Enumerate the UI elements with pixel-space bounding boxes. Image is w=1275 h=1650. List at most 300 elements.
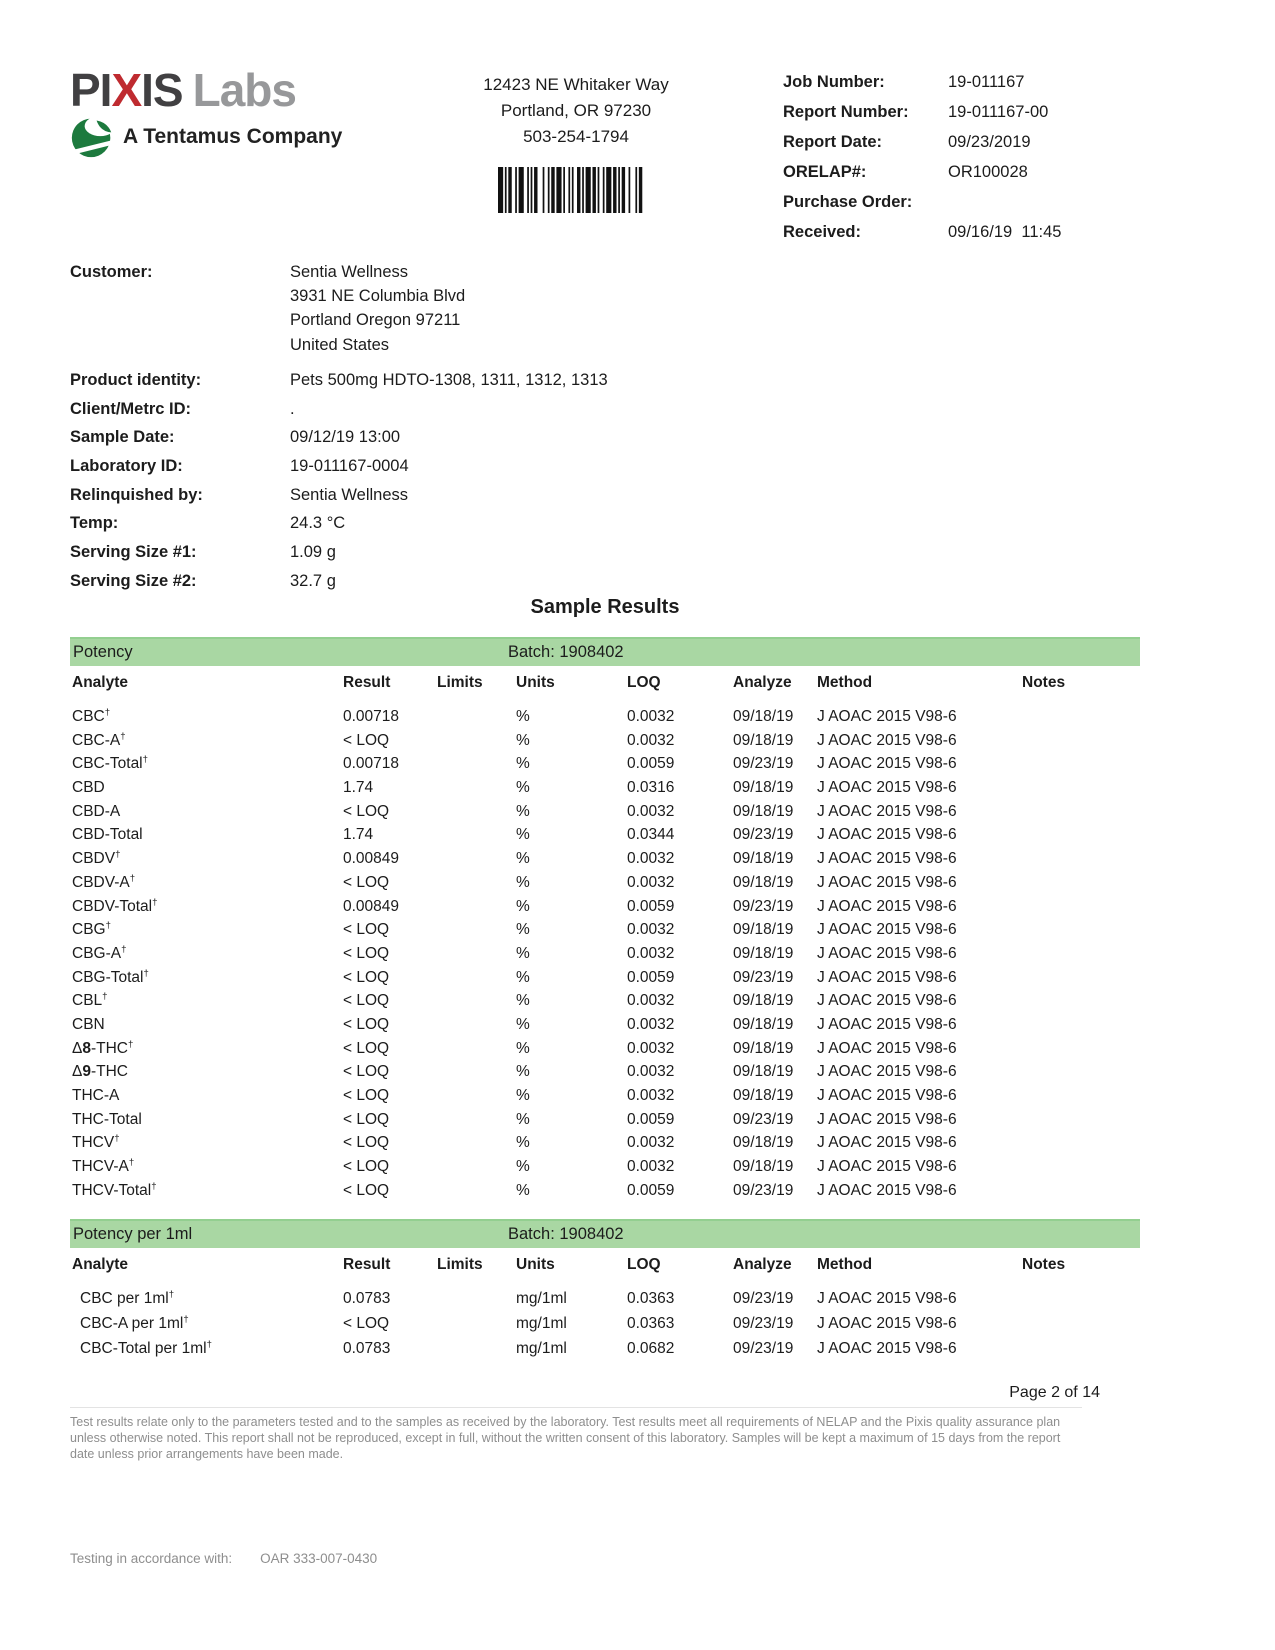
logo-text-pi: PI xyxy=(70,64,112,116)
cell-limits xyxy=(437,1060,516,1084)
cell-analyte: CBC-Total† xyxy=(72,754,148,773)
customer-info-row xyxy=(70,569,770,593)
customer-info-value-line: Pets 500mg HDTO-1308, 1311, 1312, 1313 xyxy=(290,370,608,389)
cell-analyze: 09/18/19 xyxy=(733,1039,794,1057)
accordance-label: Testing in accordance with: xyxy=(70,1551,233,1566)
cell-loq: 0.0032 xyxy=(627,1158,675,1176)
cell-analyte: THC-A xyxy=(72,1087,120,1104)
cell-limits xyxy=(437,1287,516,1312)
cell-units: % xyxy=(516,1158,530,1176)
cell-notes xyxy=(1022,823,1140,847)
cell-limits xyxy=(437,729,516,753)
cell-units: % xyxy=(516,1134,530,1152)
meta-value: 09/23/2019 xyxy=(948,133,1031,151)
cell-analyte: CBDV† xyxy=(72,848,121,868)
cell-method: J AOAC 2015 V98-6 xyxy=(817,1110,957,1128)
table-row xyxy=(70,1060,1140,1084)
meta-label: Job Number: xyxy=(783,73,885,91)
cell-result: < LOQ xyxy=(343,1039,390,1057)
cell-units: % xyxy=(516,1015,530,1033)
cell-loq: 0.0032 xyxy=(627,708,675,725)
table-row xyxy=(70,1108,1140,1132)
cell-loq: 0.0363 xyxy=(627,1290,675,1308)
cell-result: < LOQ xyxy=(343,802,390,820)
meta-value: 19-011167 xyxy=(948,73,1025,91)
cell-limits xyxy=(437,800,516,824)
customer-info-label: Serving Size #2: xyxy=(70,571,197,590)
table-row xyxy=(70,776,1140,800)
customer-info-value xyxy=(290,569,336,593)
section-batch: Batch: 1908402 xyxy=(508,1225,624,1244)
cell-method: J AOAC 2015 V98-6 xyxy=(817,873,957,891)
table-row xyxy=(70,1287,1140,1312)
meta-label: Report Number: xyxy=(783,103,909,121)
customer-info-value-line: Portland Oregon 97211 xyxy=(290,311,461,330)
logo-text-x: X xyxy=(111,64,142,116)
column-header: Notes xyxy=(1022,674,1066,691)
table-row xyxy=(70,1312,1140,1337)
cell-result: < LOQ xyxy=(343,1315,390,1333)
table-row xyxy=(70,752,1140,776)
column-header: Analyte xyxy=(72,1256,128,1274)
cell-notes xyxy=(1022,966,1140,990)
accordance-line xyxy=(70,1551,377,1566)
column-header: Units xyxy=(516,674,555,691)
cell-units: % xyxy=(516,873,530,891)
cell-units: % xyxy=(516,1087,530,1104)
cell-units: % xyxy=(516,731,530,749)
table-row xyxy=(70,1155,1140,1179)
section-batch: Batch: 1908402 xyxy=(508,643,624,661)
cell-notes xyxy=(1022,1084,1140,1108)
cell-analyze: 09/18/19 xyxy=(733,992,794,1010)
report-meta-row xyxy=(783,162,1203,182)
cell-limits xyxy=(437,1131,516,1155)
customer-info-value xyxy=(290,454,409,478)
cell-units: % xyxy=(516,1110,530,1128)
cell-analyze: 09/23/19 xyxy=(733,1340,794,1358)
cell-result: < LOQ xyxy=(343,968,390,986)
section-title: Potency xyxy=(73,643,133,661)
cell-method: J AOAC 2015 V98-6 xyxy=(817,968,957,986)
cell-units: % xyxy=(516,968,530,986)
section-banner xyxy=(70,1219,1140,1248)
report-meta-row xyxy=(783,222,1203,242)
cell-result: 0.00718 xyxy=(343,755,400,773)
customer-info-value-line: . xyxy=(290,399,295,418)
table-row xyxy=(70,895,1140,919)
cell-limits xyxy=(437,1155,516,1179)
customer-info-value-line: 24.3 °C xyxy=(290,514,346,533)
customer-info-value-line: Sentia Wellness xyxy=(290,263,409,281)
cell-method: J AOAC 2015 V98-6 xyxy=(817,1015,957,1033)
report-meta-row xyxy=(783,72,1203,92)
cell-notes xyxy=(1022,942,1140,966)
cell-analyte: CBC-A† xyxy=(72,730,126,749)
cell-limits xyxy=(437,705,516,729)
page-number: Page 2 of 14 xyxy=(1009,1384,1100,1401)
cell-method: J AOAC 2015 V98-6 xyxy=(817,755,957,773)
meta-label: ORELAP#: xyxy=(783,163,867,181)
cell-result: < LOQ xyxy=(343,944,390,962)
cell-method: J AOAC 2015 V98-6 xyxy=(817,850,957,868)
customer-info-label: Client/Metrc ID: xyxy=(70,399,192,418)
cell-limits xyxy=(437,1108,516,1132)
column-header: Notes xyxy=(1022,1256,1066,1274)
cell-analyte: CBC per 1ml† xyxy=(80,1289,175,1308)
cell-notes xyxy=(1022,1287,1140,1312)
cell-method: J AOAC 2015 V98-6 xyxy=(817,731,957,749)
table-body xyxy=(70,1287,1140,1361)
cell-limits xyxy=(437,847,516,871)
cell-loq: 0.0032 xyxy=(627,1063,675,1081)
cell-loq: 0.0032 xyxy=(627,944,675,962)
cell-loq: 0.0032 xyxy=(627,802,675,820)
cell-loq: 0.0032 xyxy=(627,1039,675,1057)
cell-method: J AOAC 2015 V98-6 xyxy=(817,1340,957,1358)
cell-analyze: 09/18/19 xyxy=(733,921,794,939)
cell-limits xyxy=(437,966,516,990)
cell-units: % xyxy=(516,921,530,939)
column-header: Method xyxy=(817,1256,873,1274)
column-header: Analyte xyxy=(72,674,128,691)
cell-result: < LOQ xyxy=(343,1110,390,1128)
cell-notes xyxy=(1022,1155,1140,1179)
cell-analyze: 09/18/19 xyxy=(733,1158,794,1176)
cell-method: J AOAC 2015 V98-6 xyxy=(817,1039,957,1057)
cell-limits xyxy=(437,989,516,1013)
cell-loq: 0.0316 xyxy=(627,779,675,797)
cell-limits xyxy=(437,1312,516,1337)
cell-result: 0.0783 xyxy=(343,1340,391,1358)
results-sections xyxy=(70,637,1140,1362)
customer-info-row xyxy=(70,454,770,478)
table-row xyxy=(70,1131,1140,1155)
cell-units: mg/1ml xyxy=(516,1290,567,1308)
customer-info-value-line: Sentia Wellness xyxy=(290,485,409,504)
result-section xyxy=(70,1219,1140,1361)
cell-analyte: CBN xyxy=(72,1015,105,1033)
cell-limits xyxy=(437,918,516,942)
report-meta-row xyxy=(783,192,1203,212)
column-header: Analyze xyxy=(733,674,792,691)
result-section xyxy=(70,637,1140,1202)
section-banner xyxy=(70,637,1140,666)
cell-loq: 0.0682 xyxy=(627,1340,675,1358)
customer-info-row xyxy=(70,540,770,564)
cell-analyze: 09/18/19 xyxy=(733,873,794,891)
cell-analyte: CBG† xyxy=(72,920,111,939)
cell-analyze: 09/18/19 xyxy=(733,802,794,820)
column-header: Limits xyxy=(437,1256,483,1274)
customer-info-label: Laboratory ID: xyxy=(70,456,183,475)
cell-analyze: 09/23/19 xyxy=(733,968,794,986)
cell-analyte: CBDV-A† xyxy=(72,872,136,891)
meta-label: Received: xyxy=(783,223,861,241)
column-header: Result xyxy=(343,1256,391,1274)
cell-units: mg/1ml xyxy=(516,1340,567,1358)
customer-info-value xyxy=(290,368,608,392)
cell-analyte: CBD xyxy=(72,779,105,797)
customer-info-label: Relinquished by: xyxy=(70,485,203,504)
cell-method: J AOAC 2015 V98-6 xyxy=(817,779,957,797)
column-header: Analyze xyxy=(733,1256,792,1274)
table-header-row xyxy=(70,1255,1140,1275)
section-title: Potency per 1ml xyxy=(73,1225,193,1244)
cell-limits xyxy=(437,1084,516,1108)
cell-method: J AOAC 2015 V98-6 xyxy=(817,1290,957,1308)
cell-loq: 0.0059 xyxy=(627,1110,675,1128)
cell-units: % xyxy=(516,897,530,915)
column-header: Method xyxy=(817,674,873,691)
cell-analyte: THCV-Total† xyxy=(72,1180,157,1199)
customer-info-row xyxy=(70,425,770,449)
meta-value: 19-011167-00 xyxy=(948,103,1049,121)
cell-analyte: THC-Total xyxy=(72,1110,142,1128)
customer-info-value-line: 32.7 g xyxy=(290,571,336,590)
cell-result: 0.00849 xyxy=(343,850,400,868)
accordance-value: OAR 333-007-0430 xyxy=(260,1551,378,1566)
cell-analyte: THCV† xyxy=(72,1133,120,1152)
customer-info-value-line: 09/12/19 13:00 xyxy=(290,428,401,447)
cell-loq: 0.0032 xyxy=(627,731,675,749)
cell-analyte: CBD-Total xyxy=(72,826,143,844)
cell-result: < LOQ xyxy=(343,1087,390,1104)
cell-method: J AOAC 2015 V98-6 xyxy=(817,1158,957,1176)
cell-analyte: CBG-A† xyxy=(72,943,127,962)
customer-info xyxy=(70,260,770,597)
cell-loq: 0.0363 xyxy=(627,1315,675,1333)
cell-loq: 0.0032 xyxy=(627,1134,675,1152)
cell-limits xyxy=(437,1013,516,1037)
table-row xyxy=(70,847,1140,871)
table-row xyxy=(70,800,1140,824)
cell-result: < LOQ xyxy=(343,1158,390,1176)
cell-loq: 0.0032 xyxy=(627,850,675,868)
logo-tagline: A Tentamus Company xyxy=(123,125,343,148)
customer-info-label: Sample Date: xyxy=(70,428,175,447)
cell-analyze: 09/23/19 xyxy=(733,897,794,915)
cell-units: % xyxy=(516,1039,530,1057)
table-row xyxy=(70,918,1140,942)
cell-method: J AOAC 2015 V98-6 xyxy=(817,802,957,820)
cell-units: % xyxy=(516,802,530,820)
cell-limits xyxy=(437,1037,516,1061)
column-header: Units xyxy=(516,1256,555,1274)
table-row xyxy=(70,989,1140,1013)
cell-loq: 0.0059 xyxy=(627,755,675,773)
cell-loq: 0.0344 xyxy=(627,826,675,844)
customer-info-value-line: 3931 NE Columbia Blvd xyxy=(290,287,466,306)
cell-notes xyxy=(1022,729,1140,753)
cell-loq: 0.0059 xyxy=(627,1181,675,1199)
cell-result: 0.0783 xyxy=(343,1290,391,1308)
meta-value: OR100028 xyxy=(948,163,1028,181)
table-row xyxy=(70,1037,1140,1061)
cell-notes xyxy=(1022,1060,1140,1084)
cell-loq: 0.0032 xyxy=(627,1015,675,1033)
barcode xyxy=(498,167,644,213)
cell-analyze: 09/18/19 xyxy=(733,708,794,725)
cell-analyze: 09/18/19 xyxy=(733,731,794,749)
customer-info-value xyxy=(290,540,336,564)
table-row xyxy=(70,942,1140,966)
cell-notes xyxy=(1022,847,1140,871)
cell-analyze: 09/18/19 xyxy=(733,1015,794,1033)
customer-info-row xyxy=(70,483,770,507)
cell-limits xyxy=(437,895,516,919)
address-line-1: 12423 NE Whitaker Way xyxy=(483,75,669,94)
cell-result: < LOQ xyxy=(343,1063,390,1081)
cell-method: J AOAC 2015 V98-6 xyxy=(817,1315,957,1333)
table-body xyxy=(70,705,1140,1202)
table-row xyxy=(70,1013,1140,1037)
cell-result: < LOQ xyxy=(343,921,390,939)
cell-analyze: 09/18/19 xyxy=(733,944,794,962)
cell-limits xyxy=(437,871,516,895)
customer-info-row xyxy=(70,511,770,535)
cell-notes xyxy=(1022,871,1140,895)
cell-notes xyxy=(1022,1312,1140,1337)
cell-analyte: Δ8-THC† xyxy=(72,1038,134,1057)
cell-loq: 0.0032 xyxy=(627,992,675,1010)
logo-text-labs: Labs xyxy=(192,64,296,116)
cell-units: % xyxy=(516,779,530,797)
customer-info-value-line: 1.09 g xyxy=(290,543,336,562)
customer-info-label: Product identity: xyxy=(70,370,202,389)
table-row xyxy=(70,966,1140,990)
cell-units: % xyxy=(516,708,530,725)
tentamus-leaf-icon xyxy=(70,115,114,159)
cell-notes xyxy=(1022,1108,1140,1132)
cell-loq: 0.0059 xyxy=(627,968,675,986)
cell-units: % xyxy=(516,755,530,773)
cell-units: % xyxy=(516,826,530,844)
table-row xyxy=(70,729,1140,753)
cell-result: < LOQ xyxy=(343,1015,390,1033)
cell-analyte: CBD-A xyxy=(72,802,121,820)
customer-info-value xyxy=(290,425,400,449)
customer-info-row xyxy=(70,397,770,421)
logo-text-is: IS xyxy=(141,64,183,116)
cell-analyze: 09/18/19 xyxy=(733,779,794,797)
report-meta xyxy=(783,72,1203,252)
customer-info-row xyxy=(70,260,770,357)
cell-method: J AOAC 2015 V98-6 xyxy=(817,921,957,939)
cell-analyte: THCV-A† xyxy=(72,1156,135,1176)
cell-analyze: 09/23/19 xyxy=(733,1181,794,1199)
cell-notes xyxy=(1022,705,1140,729)
cell-notes xyxy=(1022,776,1140,800)
table-row xyxy=(70,871,1140,895)
table-row xyxy=(70,1179,1140,1203)
cell-analyte: CBL† xyxy=(72,991,108,1010)
cell-method: J AOAC 2015 V98-6 xyxy=(817,944,957,962)
customer-info-value xyxy=(290,397,295,421)
cell-method: J AOAC 2015 V98-6 xyxy=(817,1134,957,1152)
cell-units: % xyxy=(516,850,530,868)
cell-notes xyxy=(1022,1013,1140,1037)
cell-method: J AOAC 2015 V98-6 xyxy=(817,992,957,1010)
logo-wordmark xyxy=(70,66,342,114)
cell-units: % xyxy=(516,1181,530,1199)
cell-analyte: CBC-A per 1ml† xyxy=(80,1314,189,1333)
cell-limits xyxy=(437,752,516,776)
cell-result: < LOQ xyxy=(343,992,390,1010)
meta-label: Report Date: xyxy=(783,133,883,151)
cell-notes xyxy=(1022,752,1140,776)
cell-limits xyxy=(437,1179,516,1203)
cell-notes xyxy=(1022,918,1140,942)
cell-loq: 0.0032 xyxy=(627,1087,675,1104)
customer-info-label: Temp: xyxy=(70,514,119,533)
cell-analyze: 09/23/19 xyxy=(733,1110,794,1128)
report-meta-row xyxy=(783,102,1203,122)
customer-info-label: Serving Size #1: xyxy=(70,543,197,562)
meta-value: 09/16/19 11:45 xyxy=(948,223,1062,241)
cell-units: % xyxy=(516,1063,530,1081)
cell-notes xyxy=(1022,1131,1140,1155)
cell-result: < LOQ xyxy=(343,873,390,891)
column-header: Limits xyxy=(437,674,483,691)
cell-analyte: CBC-Total per 1ml† xyxy=(80,1338,212,1358)
cell-method: J AOAC 2015 V98-6 xyxy=(817,708,957,725)
cell-result: < LOQ xyxy=(343,1181,390,1199)
cell-result: < LOQ xyxy=(343,1134,390,1152)
customer-info-value xyxy=(290,483,408,507)
cell-limits xyxy=(437,1337,516,1362)
cell-method: J AOAC 2015 V98-6 xyxy=(817,1181,957,1199)
cell-limits xyxy=(437,823,516,847)
cell-result: 1.74 xyxy=(343,826,374,844)
address-line-2: Portland, OR 97230 xyxy=(500,101,652,120)
meta-label: Purchase Order: xyxy=(783,193,913,211)
cell-method: J AOAC 2015 V98-6 xyxy=(817,826,957,844)
cell-notes xyxy=(1022,895,1140,919)
column-header: Result xyxy=(343,674,391,691)
cell-limits xyxy=(437,776,516,800)
cell-units: % xyxy=(516,944,530,962)
customer-info-value-line: 19-011167-0004 xyxy=(290,456,409,475)
cell-analyze: 09/18/19 xyxy=(733,1087,794,1104)
cell-loq: 0.0032 xyxy=(627,873,675,891)
cell-analyze: 09/23/19 xyxy=(733,755,794,773)
table-row xyxy=(70,705,1140,729)
cell-notes xyxy=(1022,800,1140,824)
cell-units: % xyxy=(516,992,530,1010)
cell-result: 1.74 xyxy=(343,779,374,797)
address-line-3: 503-254-1794 xyxy=(523,127,629,146)
cell-result: < LOQ xyxy=(343,731,390,749)
table-row xyxy=(70,1084,1140,1108)
cell-analyze: 09/18/19 xyxy=(733,1134,794,1152)
table-header-row xyxy=(70,673,1140,693)
cell-loq: 0.0032 xyxy=(627,921,675,939)
column-header: LOQ xyxy=(627,1256,661,1274)
cell-analyte: Δ9-THC xyxy=(72,1063,129,1081)
customer-info-row xyxy=(70,368,770,392)
table-row xyxy=(70,1337,1140,1362)
cell-analyze: 09/18/19 xyxy=(733,1063,794,1081)
report-meta-row xyxy=(783,132,1203,152)
cell-notes xyxy=(1022,1037,1140,1061)
lab-address xyxy=(446,72,706,150)
cell-analyze: 09/23/19 xyxy=(733,1315,794,1333)
cell-loq: 0.0059 xyxy=(627,897,675,915)
disclaimer-text: Test results relate only to the parameters tested and to the samples as received by the laboratory. Test results meet all requirements of NELAP and the Pixis quality assurance plan unless otherwise noted. This report shall not be reproduced, except in full, without the written consent of this laboratory. Samples will be kept a maximum of 15 days from the report date unless prior arrangements have been made. xyxy=(70,1407,1082,1462)
cell-analyte: CBDV-Total† xyxy=(72,896,158,915)
cell-analyte: CBG-Total† xyxy=(72,967,149,986)
